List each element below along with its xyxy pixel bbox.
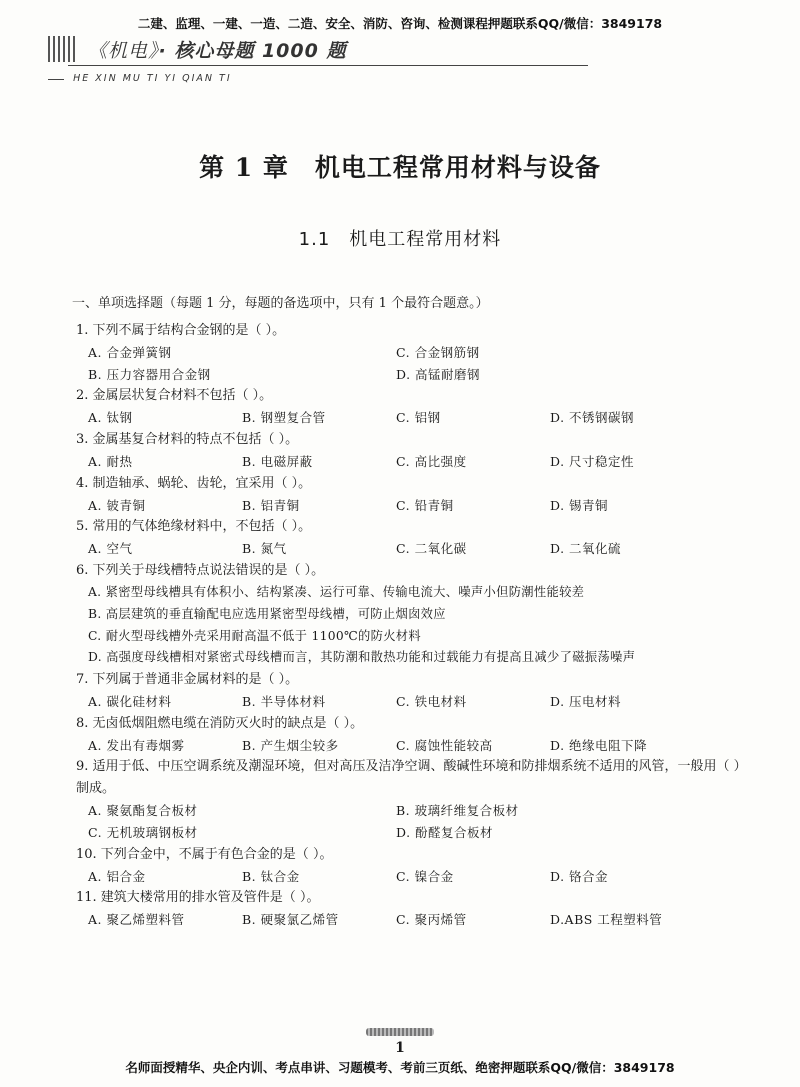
option-d: D. 高强度母线槽相对紧密式母线槽而言，其防潮和散热功能和过载能力有提高且减少了磁振荡噪声 — [88, 650, 636, 665]
header-rule — [68, 65, 588, 66]
question-10 — [76, 844, 756, 888]
option-a: A. 铍青铜 — [88, 497, 146, 513]
option-a: A. 耐热 — [88, 454, 133, 470]
option-d: D. 锡青铜 — [550, 497, 609, 513]
question-2 — [76, 385, 756, 429]
question-stem: 9. 适用于低、中压空调系统及潮湿环境，但对高压及洁净空调、酸碱性环境和防排烟系统不适用的风管，一般用（ ）制成。 — [76, 759, 747, 797]
question-stem: 7. 下列属于普通非金属材料的是（ ）。 — [76, 671, 299, 687]
question-stem: 6. 下列关于母线槽特点说法错误的是（ ）。 — [76, 563, 325, 579]
option-c: C. 耐火型母线槽外壳采用耐高温不低于 1100℃的防火材料 — [88, 628, 421, 643]
option-a: A. 钛钢 — [88, 410, 133, 426]
page-number: 1 — [395, 1040, 405, 1056]
option-a: A. 铝合金 — [88, 868, 146, 884]
question-stem: 10. 下列合金中，不属于有色合金的是（ ）。 — [76, 846, 333, 862]
question-9 — [76, 756, 756, 843]
option-b: B. 玻璃纤维复合板材 — [396, 803, 519, 819]
option-b: B. 硬聚氯乙烯管 — [242, 912, 339, 928]
book-title — [88, 36, 346, 63]
book-title-part1: 《机电》 — [88, 40, 159, 62]
option-a: A. 碳化硅材料 — [88, 693, 172, 709]
question-stem: 4. 制造轴承、蜗轮、齿轮，宜采用（ ）。 — [76, 475, 312, 491]
option-c: C. 二氧化碳 — [396, 541, 467, 557]
option-a: A. 聚乙烯塑料管 — [88, 912, 185, 928]
option-b: B. 氮气 — [242, 541, 287, 557]
option-a: A. 发出有毒烟雾 — [88, 737, 185, 753]
option-d: D.ABS 工程塑料管 — [550, 912, 663, 928]
question-stem: 8. 无卤低烟阻燃电缆在消防灭火时的缺点是（ ）。 — [76, 715, 364, 731]
option-c: C. 高比强度 — [396, 454, 467, 470]
question-7 — [76, 669, 756, 713]
option-c: C. 铅青铜 — [396, 497, 454, 513]
option-c: C. 合金钢筋钢 — [396, 345, 480, 360]
option-b: B. 半导体材料 — [242, 693, 326, 709]
question-stem: 2. 金属层状复合材料不包括（ ）。 — [76, 388, 273, 404]
option-d: D. 酚醛复合板材 — [396, 824, 494, 840]
question-stem: 5. 常用的气体绝缘材料中，不包括（ ）。 — [76, 519, 312, 535]
option-d: D. 二氧化硫 — [550, 541, 622, 557]
option-d: D. 尺寸稳定性 — [550, 454, 635, 470]
chapter-title: 第 1 章 机电工程常用材料与设备 — [199, 153, 601, 182]
section-instruction: 一、单项选择题（每题 1 分，每题的备选项中，只有 1 个最符合题意。） — [72, 296, 489, 311]
option-d: D. 不锈钢碳钢 — [550, 410, 635, 426]
question-6 — [76, 560, 756, 669]
top-banner: 二建、监理、一建、一造、二造、安全、消防、咨询、检测课程押题联系QQ/微信：3849178 — [137, 16, 663, 31]
option-b: B. 压力容器用合金钢 — [88, 366, 211, 382]
option-a: A. 合金弹簧钢 — [88, 345, 172, 360]
option-d: D. 绝缘电阻下降 — [550, 737, 648, 753]
question-5 — [76, 516, 756, 560]
option-b: B. 钢塑复合管 — [242, 410, 326, 426]
question-list — [76, 320, 756, 931]
option-b: B. 电磁屏蔽 — [242, 454, 313, 470]
book-title-part2: · 核心母题 1000 题 — [158, 40, 347, 62]
option-a: A. 紧密型母线槽具有体积小、结构紧凑、运行可靠、传输电流大、噪声小但防潮性能较差 — [88, 585, 585, 600]
question-1 — [76, 320, 756, 385]
option-c: C. 腐蚀性能较高 — [396, 737, 493, 753]
option-b: B. 高层建筑的垂直输配电应选用紧密型母线槽，可防止烟囱效应 — [88, 606, 446, 621]
question-stem: 1. 下列不属于结构合金钢的是（ ）。 — [76, 323, 286, 338]
option-a: A. 空气 — [88, 541, 133, 557]
book-title-pinyin: HE XIN MU TI YI QIAN TI — [73, 73, 232, 84]
option-d: D. 高锰耐磨钢 — [396, 366, 481, 382]
question-stem: 11. 建筑大楼常用的排水管及管件是（ ）。 — [76, 890, 320, 906]
question-stem: 3. 金属基复合材料的特点不包括（ ）。 — [76, 432, 299, 448]
option-d: D. 压电材料 — [550, 693, 622, 709]
option-d: D. 铬合金 — [550, 868, 609, 884]
option-c: C. 铝钢 — [396, 410, 441, 426]
option-b: B. 铝青铜 — [242, 497, 300, 513]
option-c: C. 铁电材料 — [396, 693, 467, 709]
footer-banner: 名师面授精华、央企内训、考点串讲、习题模考、考前三页纸、绝密押题联系QQ/微信：3849178 — [125, 1060, 675, 1075]
question-8 — [76, 713, 756, 757]
book-header — [48, 36, 588, 84]
section-title: 1.1 机电工程常用材料 — [298, 229, 502, 250]
option-c: C. 镍合金 — [396, 868, 454, 884]
question-3 — [76, 429, 756, 473]
page-number-ornament — [366, 1028, 434, 1036]
option-b: B. 钛合金 — [242, 868, 300, 884]
option-a: A. 聚氨酯复合板材 — [88, 803, 198, 819]
option-c: C. 聚丙烯管 — [396, 912, 467, 928]
question-11 — [76, 887, 756, 931]
option-c: C. 无机玻璃钢板材 — [88, 824, 198, 840]
header-stripes-decoration — [48, 36, 76, 62]
question-4 — [76, 473, 756, 517]
option-b: B. 产生烟尘较多 — [242, 737, 339, 753]
